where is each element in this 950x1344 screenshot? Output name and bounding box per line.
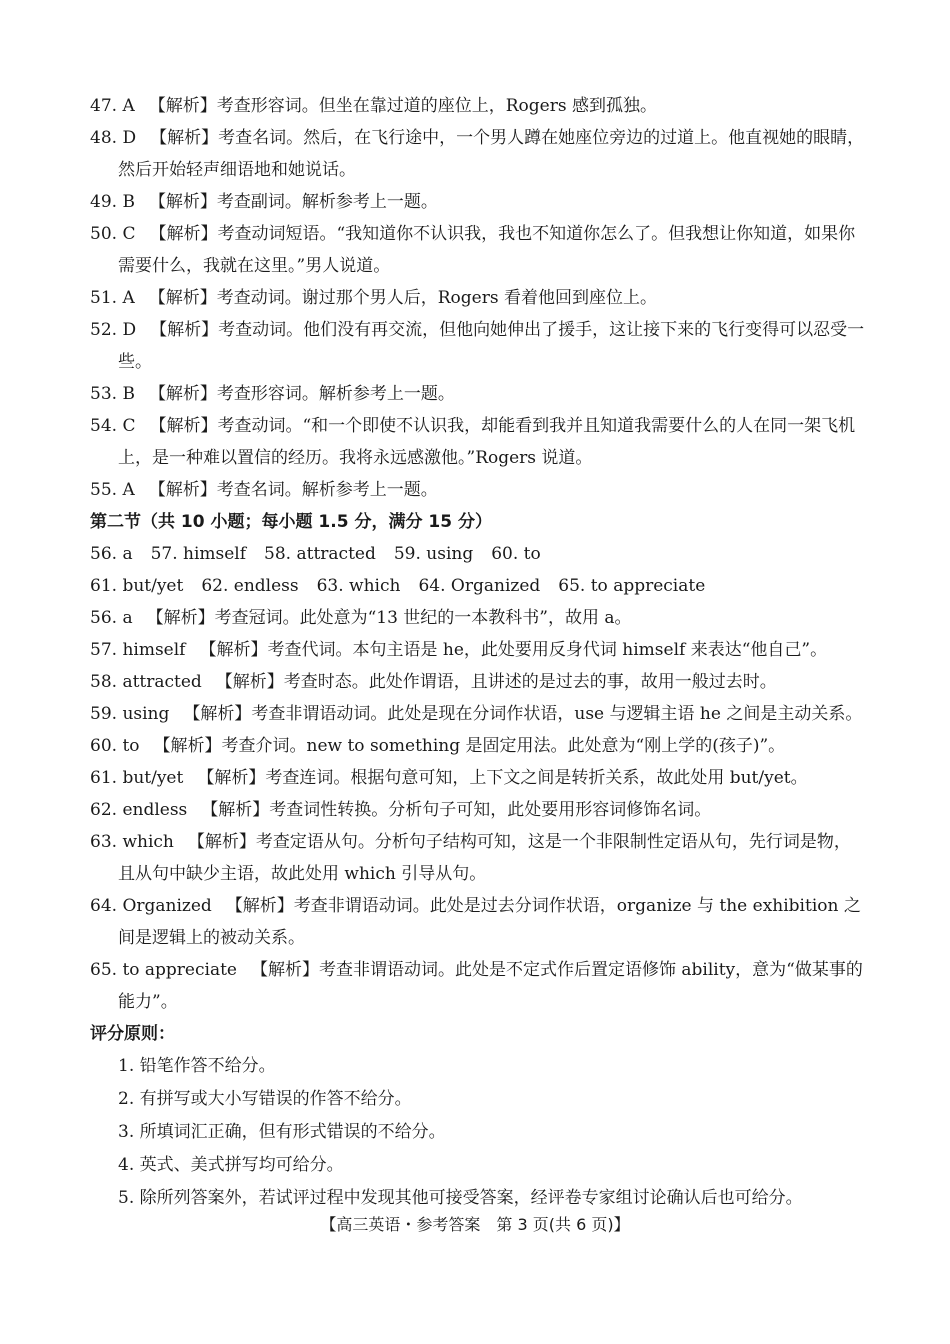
explanation-item	[90, 186, 865, 218]
explanation-item	[90, 378, 865, 410]
answer-summary-row-1	[90, 538, 865, 570]
item-explanation: 【解析】考查词性转换。分析句子可知，此处要用形容词修饰名词。	[201, 800, 712, 820]
item-number: 62. endless	[90, 800, 188, 820]
cloze-explanations	[90, 90, 865, 506]
item-number: 54. C	[90, 416, 136, 436]
item-number: 52. D	[90, 320, 137, 340]
item-explanation: 【解析】考查时态。此处作谓语，且讲述的是过去的事，故用一般过去时。	[215, 672, 777, 692]
item-number: 61. but/yet	[90, 768, 184, 788]
explanation-item	[90, 218, 865, 282]
answer-summary-item: 61. but/yet	[90, 576, 184, 596]
grading-title: 评分原则：	[90, 1024, 175, 1044]
item-explanation: 【解析】考查名词。然后，在飞行途中，一个男人蹲在她座位旁边的过道上。他直视她的眼睛，然后开始轻声细语地和她说话。	[118, 128, 865, 180]
item-number: 65. to appreciate	[90, 960, 237, 980]
item-number: 63. which	[90, 832, 174, 852]
item-number: 64. Organized	[90, 896, 212, 916]
explanation-item	[90, 698, 865, 730]
answer-summary-item: 56. a	[90, 544, 133, 564]
answer-summary-item: 58. attracted	[264, 544, 376, 564]
item-explanation: 【解析】考查动词短语。“我知道你不认识我，我也不知道你怎么了。但我想让你知道，如果你需要什么，我就在这里。”男人说道。	[118, 224, 856, 276]
item-explanation: 【解析】考查动词。谢过那个男人后，Rogers 看着他回到座位上。	[148, 288, 657, 308]
item-number: 53. B	[90, 384, 135, 404]
item-explanation: 【解析】考查非谓语动词。此处是不定式作后置定语修饰 ability，意为“做某事的能力”。	[118, 960, 863, 1012]
item-explanation: 【解析】考查动词。他们没有再交流，但他向她伸出了援手，这让接下来的飞行变得可以忍受一些。	[118, 320, 865, 372]
answer-summary-item: 63. which	[316, 576, 401, 596]
grading-rules-list	[90, 1050, 865, 1215]
item-explanation: 【解析】考查非谓语动词。此处是现在分词作状语，use 与逻辑主语 he 之间是主动关系。	[183, 704, 863, 724]
explanation-item	[90, 826, 865, 890]
explanation-item	[90, 634, 865, 666]
page-content	[90, 90, 865, 1215]
explanation-item	[90, 730, 865, 762]
explanation-item	[90, 474, 865, 506]
item-explanation: 【解析】考查动词。“和一个即使不认识我，却能看到我并且知道我需要什么的人在同一架飞机上，是一种难以置信的经历。我将永远感激他。”Rogers 说道。	[118, 416, 856, 468]
item-explanation: 【解析】考查副词。解析参考上一题。	[148, 192, 438, 212]
item-number: 48. D	[90, 128, 137, 148]
item-explanation: 【解析】考查非谓语动词。此处是过去分词作状语，organize 与 the exhibition 之间是逻辑上的被动关系。	[118, 896, 861, 948]
explanation-item	[90, 122, 865, 186]
explanation-item	[90, 762, 865, 794]
item-explanation: 【解析】考查定语从句。分析句子结构可知，这是一个非限制性定语从句，先行词是物，且从句中缺少主语，故此处用 which 引导从句。	[118, 832, 851, 884]
item-explanation: 【解析】考查形容词。但坐在靠过道的座位上，Rogers 感到孤独。	[148, 96, 657, 116]
answer-summary-item: 60. to	[491, 544, 541, 564]
explanation-item	[90, 954, 865, 1018]
answer-summary-item: 57. himself	[150, 544, 247, 564]
grammar-fill-explanations	[90, 602, 865, 1018]
item-explanation: 【解析】考查介词。new to something 是固定用法。此处意为“刚上学的(孩子)”。	[153, 736, 786, 756]
answer-summary-item: 59. using	[393, 544, 474, 564]
item-explanation: 【解析】考查冠词。此处意为“13 世纪的一本教科书”，故用 a。	[146, 608, 632, 628]
item-number: 58. attracted	[90, 672, 202, 692]
item-number: 60. to	[90, 736, 140, 756]
item-explanation: 【解析】考查代词。本句主语是 he，此处要用反身代词 himself 来表达“他自己”。	[199, 640, 828, 660]
explanation-item	[90, 794, 865, 826]
explanation-item	[90, 282, 865, 314]
answer-summary-item: 62. endless	[201, 576, 299, 596]
answer-summary-row-2	[90, 570, 865, 602]
explanation-item	[90, 602, 865, 634]
item-number: 47. A	[90, 96, 135, 116]
item-number: 59. using	[90, 704, 170, 724]
grading-rule: 1. 铅笔作答不给分。	[118, 1056, 276, 1076]
explanation-item	[90, 410, 865, 474]
item-number: 56. a	[90, 608, 133, 628]
item-explanation: 【解析】考查连词。根据句意可知，上下文之间是转折关系，故此处用 but/yet。	[197, 768, 808, 788]
grading-rule: 2. 有拼写或大小写错误的作答不给分。	[118, 1089, 412, 1109]
grading-rule: 3. 所填词汇正确，但有形式错误的不给分。	[118, 1122, 446, 1142]
answer-summary-item: 64. Organized	[418, 576, 541, 596]
answer-summary-item: 65. to appreciate	[558, 576, 706, 596]
explanation-item	[90, 90, 865, 122]
item-number: 50. C	[90, 224, 136, 244]
section2-title: 第二节（共 10 小题；每小题 1.5 分，满分 15 分）	[90, 512, 492, 532]
page-footer: 【高三英语・参考答案 第 3 页(共 6 页)】	[320, 1215, 630, 1234]
item-explanation: 【解析】考查形容词。解析参考上一题。	[148, 384, 455, 404]
item-number: 57. himself	[90, 640, 186, 660]
item-number: 51. A	[90, 288, 135, 308]
item-explanation: 【解析】考查名词。解析参考上一题。	[148, 480, 438, 500]
item-number: 55. A	[90, 480, 135, 500]
explanation-item	[90, 890, 865, 954]
explanation-item	[90, 666, 865, 698]
grading-rule: 5. 除所列答案外，若试评过程中发现其他可接受答案，经评卷专家组讨论确认后也可给分。	[118, 1188, 803, 1208]
item-number: 49. B	[90, 192, 135, 212]
grading-rule: 4. 英式、美式拼写均可给分。	[118, 1155, 344, 1175]
explanation-item	[90, 314, 865, 378]
